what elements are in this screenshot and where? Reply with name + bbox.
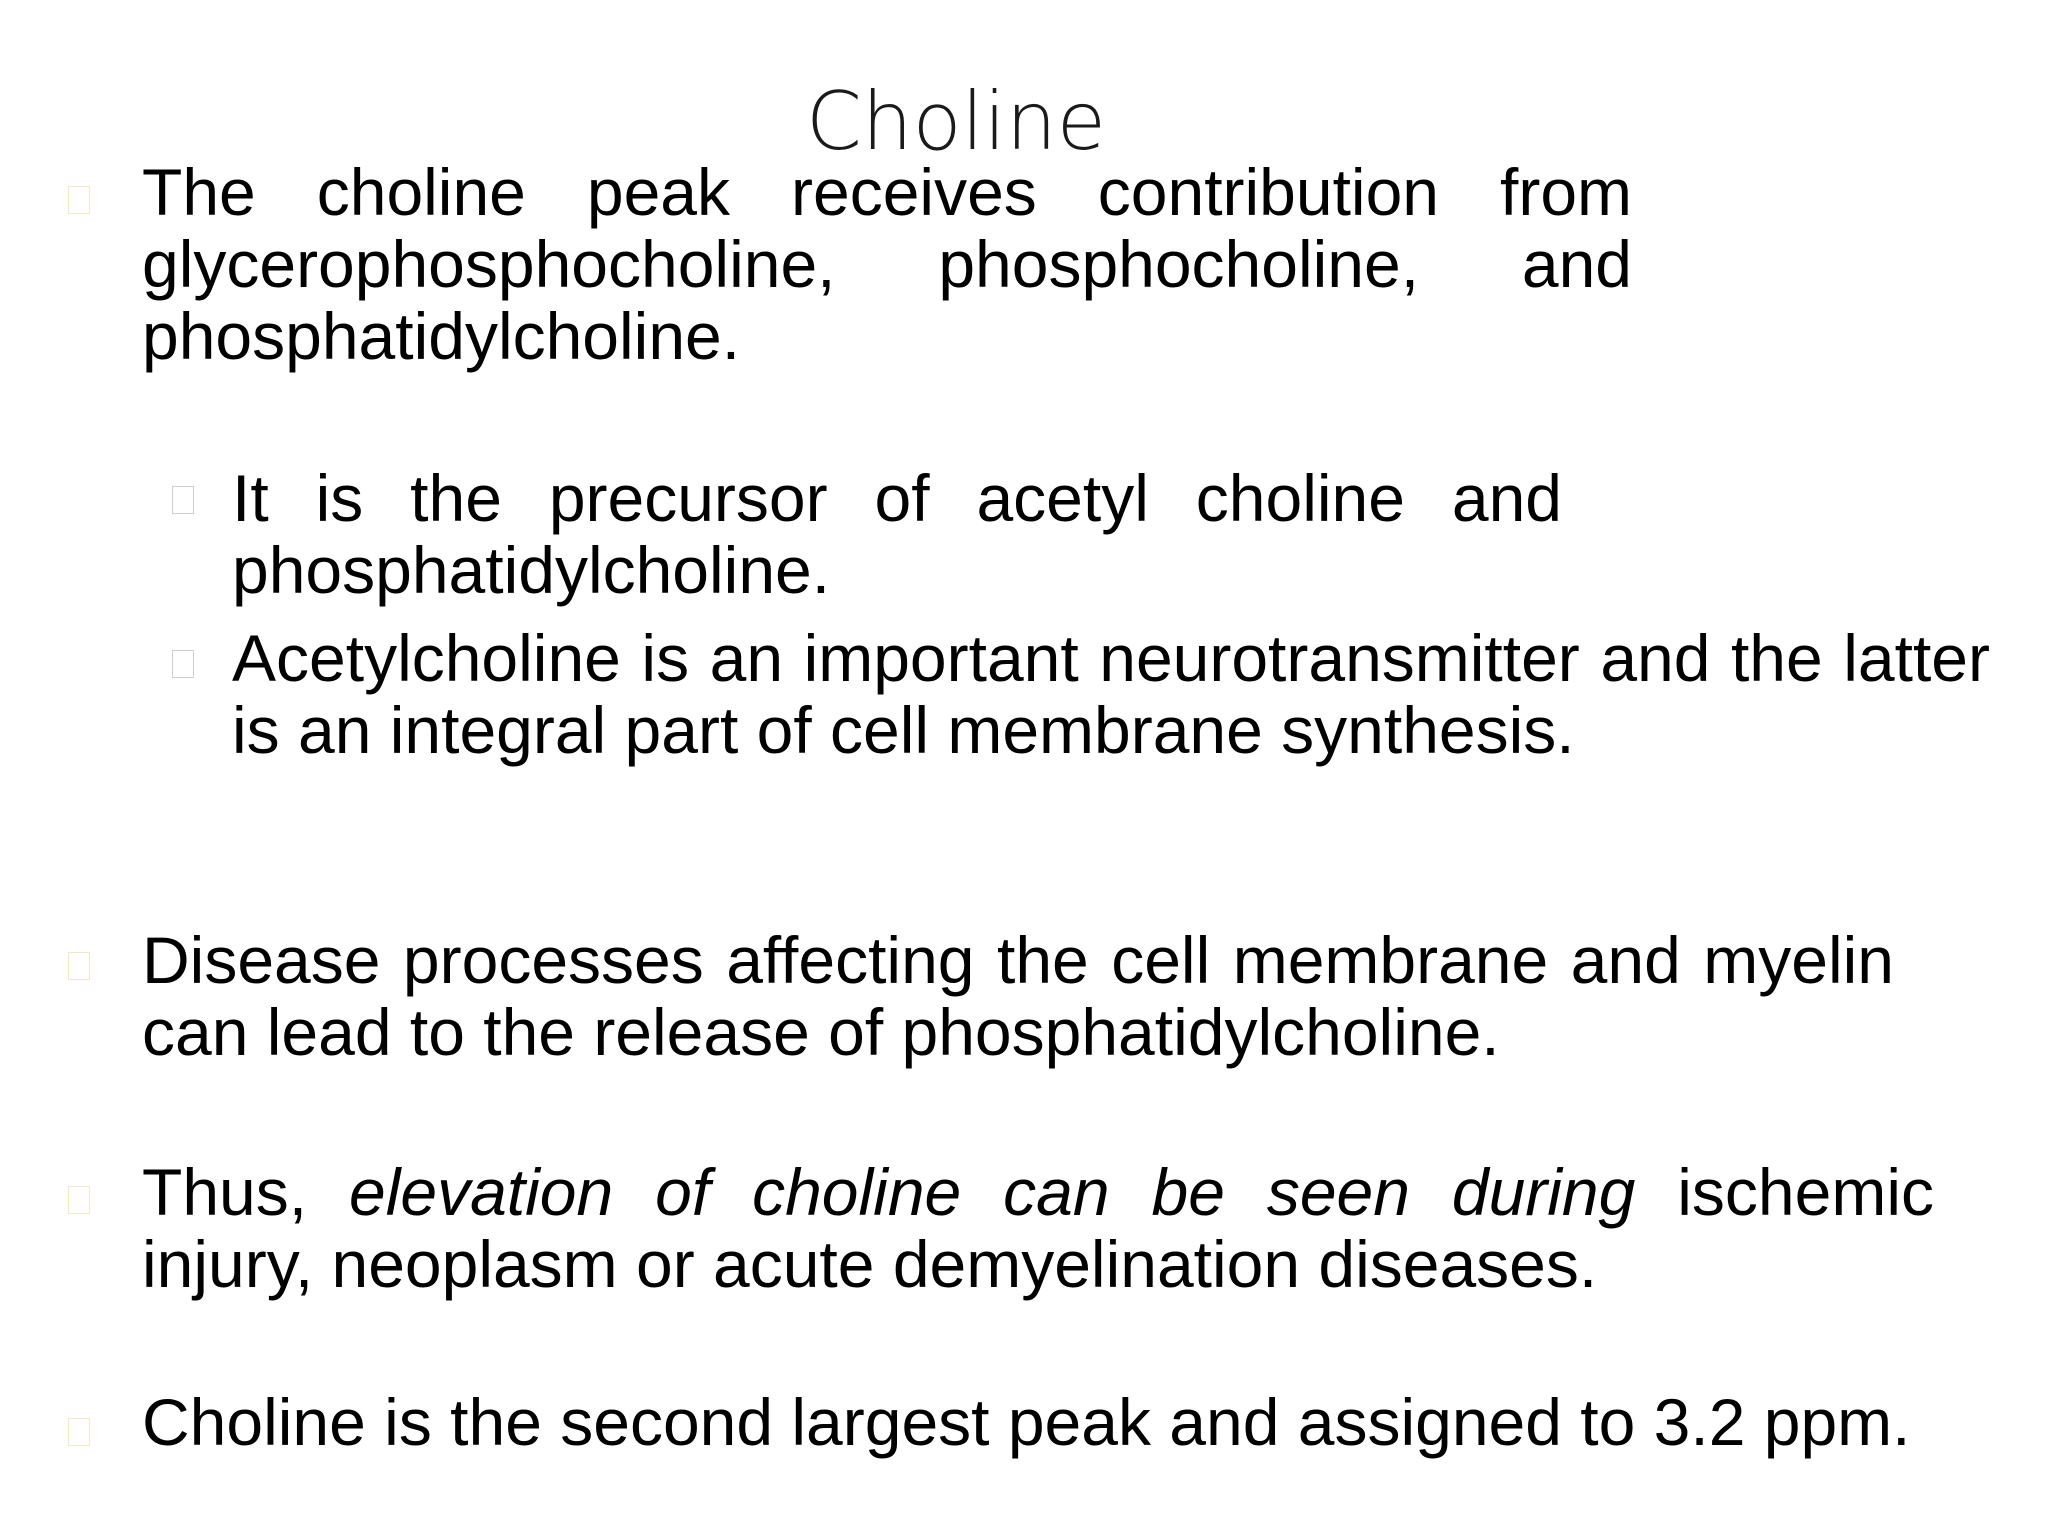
bullet-text-prefix: Thus, <box>142 1155 349 1229</box>
bullet-text: Choline is the second largest peak and assigned to 3.2 ppm. <box>142 1385 1911 1459</box>
sub-bullet-text: Acetylcholine is an important neurotransmitter and the latter is an integral part of cell membrane synthesis. <box>232 621 1990 767</box>
sub-bullet-text: It is the precursor of acetyl choline and phosphatidylcholine. <box>232 461 1562 607</box>
bullet-marker-icon <box>68 186 90 214</box>
sub-bullet-marker-icon <box>172 650 194 678</box>
sub-bullet-marker-icon <box>172 486 194 514</box>
bullet-marker-icon <box>68 952 90 980</box>
slide-title: Choline <box>806 75 1106 168</box>
bullet-marker-icon <box>68 1186 90 1214</box>
bullet-text: The choline peak receives contribution from glycerophosphocholine, phosphocholine, and phosphatidylcholine. <box>142 155 1632 373</box>
bullet-marker-icon <box>68 1418 90 1446</box>
bullet-text-emphasis: elevation of choline can be seen during <box>349 1155 1636 1229</box>
bullet-text <box>142 1156 1934 1300</box>
bullet-text: Disease processes affecting the cell membrane and myelin can lead to the release of phosphatidylcholine. <box>142 923 1894 1069</box>
bullet-text-suffix: ischemic injury, neoplasm or acute demyelination diseases. <box>142 1155 1934 1301</box>
